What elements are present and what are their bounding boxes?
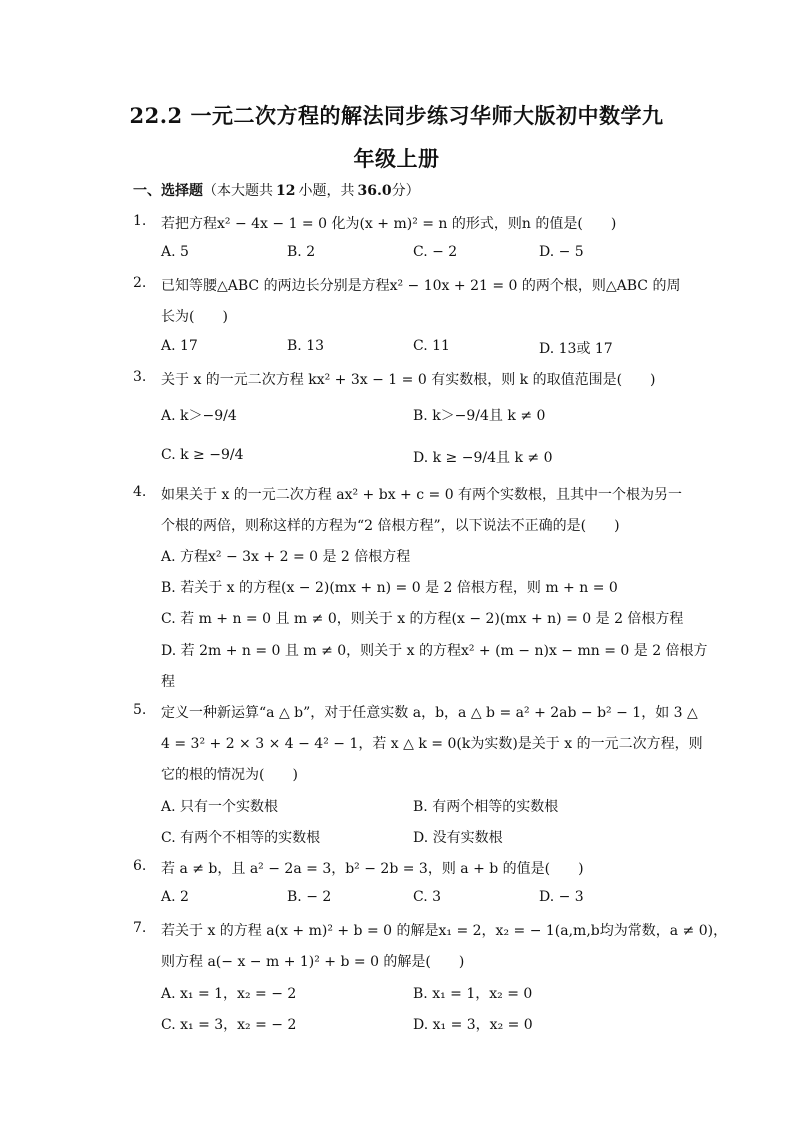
option-d: D. 13或 17 [539, 341, 613, 357]
option-b: B. k＞−9/4且 k ≠ 0 [413, 408, 546, 424]
option-a: A. x₁ = 1，x₂ = − 2 [161, 986, 297, 1002]
question-number: 6. [133, 858, 147, 874]
option-c: C. k ≥ −9/4 [161, 447, 244, 463]
question-number: 2. [133, 275, 147, 291]
option-c: C. x₁ = 3，x₂ = − 2 [161, 1017, 297, 1033]
option-a: A. 2 [161, 889, 189, 905]
section-tail: 分） [391, 183, 420, 199]
question-number: 3. [133, 369, 147, 385]
question-number: 5. [133, 702, 147, 718]
option-c: C. 11 [413, 338, 450, 354]
question-text: 若把方程x² − 4x − 1 = 0 化为(x + m)² = n 的形式，则n 的值是( ) [161, 216, 617, 232]
question-number: 7. [133, 920, 147, 936]
option-a: A. 17 [161, 338, 198, 354]
option-b: B. x₁ = 1，x₂ = 0 [413, 986, 533, 1002]
question-text: 如果关于 x 的一元二次方程 ax² + bx + c = 0 有两个实数根，且其中一个根为另一 [161, 487, 683, 503]
question-text: 若关于 x 的方程 a(x + m)² + b = 0 的解是x₁ = 2，x₂ = − 1(a,m,b均为常数，a ≠ 0)， [161, 923, 728, 939]
option-c: C. 3 [413, 889, 442, 905]
option-d: D. k ≥ −9/4且 k ≠ 0 [413, 450, 553, 466]
option-c: C. − 2 [413, 244, 458, 260]
option-c: C. 若 m + n = 0 且 m ≠ 0，则关于 x 的方程(x − 2)(mx + n) = 0 是 2 倍根方程 [161, 611, 684, 627]
question-number: 1. [133, 213, 147, 229]
option-b: B. 2 [287, 244, 316, 260]
page-title-continued: 年级上册 [353, 146, 440, 171]
section-count: 12 [276, 183, 296, 199]
option-c: C. 有两个不相等的实数根 [161, 830, 321, 846]
section-info: （本大题共 [203, 183, 273, 199]
section-head: 一、选择题 [133, 183, 203, 199]
option-b: B. 有两个相等的实数根 [413, 799, 559, 815]
option-b: B. 若关于 x 的方程(x − 2)(mx + n) = 0 是 2 倍根方程，则 m + n = 0 [161, 580, 618, 596]
option-d-continued: 程 [161, 674, 175, 690]
question-text: 若 a ≠ b，且 a² − 2a = 3，b² − 2b = 3，则 a + b 的值是( ) [161, 861, 584, 877]
question-text: 长为( ) [161, 309, 228, 325]
question-text: 已知等腰△ABC 的两边长分别是方程x² − 10x + 21 = 0 的两个根，则△ABC 的周 [161, 278, 681, 294]
section-mid: 小题，共 [298, 183, 355, 199]
option-d: D. 若 2m + n = 0 且 m ≠ 0，则关于 x 的方程x² + (m − n)x − mn = 0 是 2 倍根方 [161, 643, 708, 659]
question-text: 定义一种新运算“a △ b”，对于任意实数 a，b，a △ b = a² + 2ab − b² − 1，如 3 △ [161, 705, 698, 721]
question-text: 则方程 a(− x − m + 1)² + b = 0 的解是( ) [161, 954, 465, 970]
question-number: 4. [133, 484, 147, 500]
option-d: D. x₁ = 3，x₂ = 0 [413, 1017, 533, 1033]
question-text: 关于 x 的一元二次方程 kx² + 3x − 1 = 0 有实数根，则 k 的取值范围是( ) [161, 372, 656, 388]
option-d: D. 没有实数根 [413, 830, 503, 846]
option-a: A. 方程x² − 3x + 2 = 0 是 2 倍根方程 [161, 549, 411, 565]
section-score: 36.0 [357, 183, 392, 199]
option-a: A. 5 [161, 244, 189, 260]
option-b: B. − 2 [287, 889, 332, 905]
option-b: B. 13 [287, 338, 325, 354]
option-a: A. k＞−9/4 [161, 408, 237, 424]
page-title: 22.2 一元二次方程的解法同步练习华师大版初中数学九 [129, 103, 664, 128]
option-d: D. − 3 [539, 889, 584, 905]
option-d: D. − 5 [539, 244, 584, 260]
question-text: 它的根的情况为( ) [161, 767, 298, 783]
question-text: 4 = 3² + 2 × 3 × 4 − 4² − 1，若 x △ k = 0(k为实数)是关于 x 的一元二次方程，则 [161, 736, 703, 752]
option-a: A. 只有一个实数根 [161, 799, 279, 815]
question-text: 个根的两倍，则称这样的方程为“2 倍根方程”，以下说法不正确的是( ) [161, 518, 620, 534]
section-header [133, 180, 420, 200]
